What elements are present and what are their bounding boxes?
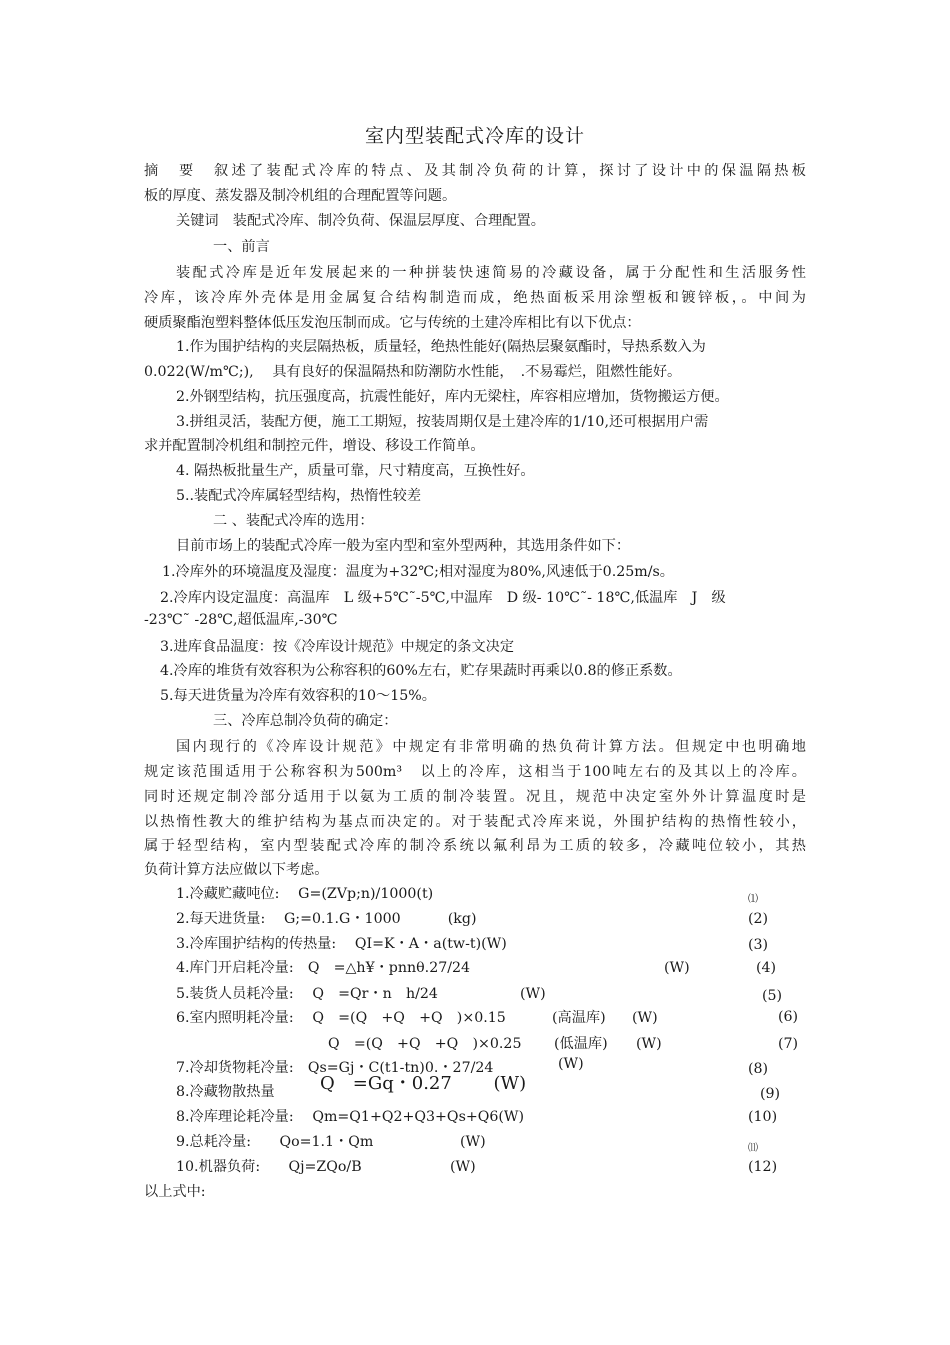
advantage-item-3-line-2: 求并配置制冷机组和制控元件，增设、移设工作简单。 [144, 438, 485, 454]
equation-number: (6) [778, 1009, 799, 1025]
condition-item-4: 4.冷库的堆货有效容积为公称容积的60%左右，贮存果蔬时再乘以0.8的修正系数。 [160, 663, 682, 679]
equation-unit: (W) [558, 1056, 584, 1072]
equation-8: 7.冷却货物耗冷量: Qs=Gj・C(t1-tn)0.・27/24 [176, 1060, 494, 1076]
advantage-item-1-line-1: 1.作为围护结构的夹层隔热板，质量轻，绝热性能好(隔热层聚氨酯时，导热系数入为 [176, 339, 706, 355]
advantage-item-5: 5..装配式冷库属轻型结构，热惰性较差 [176, 488, 422, 504]
equation-number: ⑴ [748, 894, 758, 905]
equation-number: ⑾ [748, 1143, 758, 1154]
condition-item-2-line-1: 2.冷库内设定温度：高温库 L 级+5℃˜-5℃,中温库 D 级- 10℃˜- 18℃,低温库 J 级 [160, 590, 726, 606]
page-title: 室内型装配式冷库的设计 [364, 125, 585, 147]
condition-item-1: 1.冷库外的环境温度及湿度：温度为+32℃;相对湿度为80%,风速低于0.25m/s。 [162, 564, 674, 580]
equation-number: (12) [748, 1159, 778, 1175]
equation-number: (2) [748, 911, 769, 927]
equation-unit: (W) [632, 1010, 658, 1026]
equation-unit: (W) [450, 1159, 476, 1175]
equation-9-formula: Q =Gq・0.27 (W) [320, 1073, 527, 1094]
equation-unit: (W) [636, 1036, 662, 1052]
section-3-heading: 三、冷库总制冷负荷的确定： [213, 713, 398, 729]
equation-number: (9) [760, 1086, 781, 1102]
equation-unit: (W) [520, 986, 546, 1002]
equation-number: (8) [748, 1061, 769, 1077]
advantage-item-4: 4. 隔热板批量生产，质量可靠，尺寸精度高，互换性好。 [176, 463, 535, 479]
equation-number: (7) [778, 1036, 799, 1052]
section-1-paragraph-line: 装配式冷库是近年发展起来的一种拼装快速简易的冷藏设备，属于分配性和生活服务性 [176, 265, 806, 281]
keywords-line: 关键词 装配式冷库、制冷负荷、保温层厚度、合理配置。 [176, 213, 545, 229]
equation-11: 9.总耗冷量: Qo=1.1・Qm [176, 1134, 374, 1150]
section-1-paragraph-line: 冷库，该冷库外壳体是用金属复合结构制造而成，绝热面板采用涂塑板和镀锌板，。中间为 [144, 290, 806, 306]
equation-12: 10.机器负荷: Qj=ZQo/B [176, 1159, 362, 1175]
advantage-item-3-line-1: 3.拼组灵活，装配方便，施工工期短，按装周期仅是土建冷库的1/10,还可根据用户需 [176, 414, 709, 430]
condition-item-5: 5.每天进货量为冷库有效容积的10～15%。 [160, 688, 436, 704]
section-3-paragraph-line: 属于轻型结构，室内型装配式冷库的制冷系统以氟利昂为工质的较多，冷藏吨位较小，其热 [144, 838, 806, 854]
section-3-paragraph-line: 负荷计算方法应做以下考虑。 [144, 862, 329, 878]
equation-5: 5.装货人员耗冷量: Q =Qr・n h/24 [176, 986, 438, 1002]
equation-2: 2.每天进货量: G;=0.1.G・1000 (kg) [176, 911, 477, 927]
advantage-item-1-line-2: 0.022(W/m℃;), 具有良好的保温隔热和防潮防水性能， .不易霉烂，阻燃性能好。 [144, 364, 682, 380]
equation-3: 3.冷库围护结构的传热量: QI=K・A・a(tw-t)(W) [176, 936, 507, 952]
equation-4: 4.库门开启耗冷量: Q =△h¥・pnnθ.27/24 [176, 960, 471, 976]
equation-6: 6.室内照明耗冷量: Q =(Q +Q +Q )×0.15 [176, 1010, 506, 1026]
section-3-paragraph-line: 同时还规定制冷部分适用于以氨为工质的制冷装置。况且，规范中决定室外外计算温度时是 [144, 789, 806, 805]
advantage-item-2: 2.外钢型结构，抗压强度高，抗震性能好，库内无梁柱，库容相应增加，货物搬运方便。 [176, 389, 729, 405]
equation-number: (10) [748, 1109, 778, 1125]
equation-unit: (W) [460, 1134, 486, 1150]
condition-item-2-line-2: -23℃˜ -28℃,超低温库,-30℃ [144, 612, 338, 628]
section-1-heading: 一、前言 [213, 239, 270, 255]
abstract-line-1: 摘 要 叙述了装配式冷库的特点、及其制冷负荷的计算，探讨了设计中的保温隔热板 [144, 163, 806, 179]
section-3-paragraph-line: 国内现行的《冷库设计规范》中规定有非常明确的热负荷计算方法。但规定中也明确地 [176, 739, 806, 755]
equation-note: (高温库) [552, 1010, 606, 1026]
equation-10: 8.冷库理论耗冷量: Qm=Q1+Q2+Q3+Qs+Q6(W) [176, 1109, 525, 1125]
equation-number: (5) [762, 988, 783, 1004]
section-1-paragraph-line: 硬质聚酯泡塑料整体低压发泡压制而成。它与传统的土建冷库相比有以下优点： [144, 315, 641, 331]
equation-unit: (W) [664, 960, 690, 976]
section-2-intro: 目前市场上的装配式冷库一般为室内型和室外型两种，其选用条件如下： [176, 538, 631, 554]
equation-7: Q =(Q +Q +Q )×0.25 [328, 1036, 522, 1052]
condition-item-3: 3.进库食品温度：按《冷库设计规范》中规定的条文决定 [160, 639, 515, 655]
section-3-paragraph-line: 规定该范围适用于公称容积为500m³ 以上的冷库，这相当于100吨左右的及其以上的冷库。 [144, 764, 806, 780]
footer-line: 以上式中: [144, 1184, 206, 1200]
equation-1: 1.冷藏贮藏吨位: G=(ZVp;n)/1000(t) [176, 886, 434, 902]
section-2-heading: 二 、装配式冷库的选用： [213, 513, 374, 529]
equation-number: (3) [748, 937, 769, 953]
equation-number: (4) [756, 960, 777, 976]
equation-note: (低温库) [554, 1036, 608, 1052]
abstract-line-2: 板的厚度、蒸发器及制冷机组的合理配置等问题。 [144, 188, 457, 204]
equation-9: 8.冷藏物散热量 [176, 1084, 275, 1100]
section-3-paragraph-line: 以热惰性教大的维护结构为基点而决定的。对于装配式冷库来说，外围护结构的热惰性较小， [144, 814, 806, 830]
